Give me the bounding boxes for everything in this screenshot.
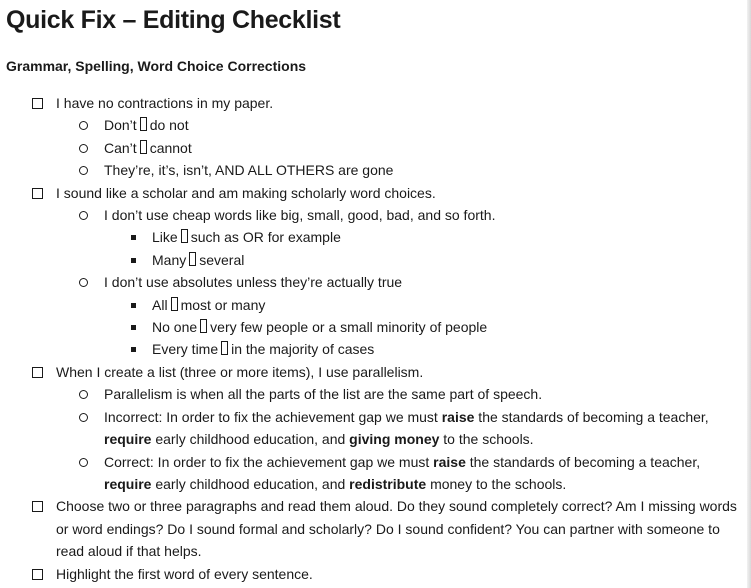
checklist-subsubitem	[0, 316, 740, 338]
checklist-item	[0, 182, 740, 204]
square-bullet-icon	[131, 235, 136, 240]
checklist-item	[0, 495, 740, 562]
text-segment: early childhood education, and	[151, 475, 350, 492]
item-text	[0, 338, 740, 360]
checklist-subitem	[0, 159, 740, 181]
checklist-subitem	[0, 383, 740, 405]
bullet-marker	[30, 495, 44, 517]
item-text	[0, 249, 740, 271]
bullet-marker	[126, 338, 140, 360]
missing-arrow-glyph-icon	[221, 341, 228, 355]
text-segment: I don’t use cheap words like big, small, good, bad, and so forth.	[104, 207, 496, 224]
page-edge	[747, 0, 751, 588]
item-text	[0, 451, 740, 496]
missing-arrow-glyph-icon	[189, 252, 196, 266]
checkbox-icon	[32, 501, 43, 512]
text-segment: such as OR for example	[190, 229, 341, 246]
item-text	[0, 383, 740, 405]
bullet-marker	[30, 563, 44, 585]
item-text	[0, 137, 740, 159]
bullet-marker	[126, 316, 140, 338]
circle-bullet-icon	[79, 166, 88, 175]
checklist-item	[0, 92, 740, 114]
text-segment: When I create a list (three or more items), I use parallelism.	[56, 363, 424, 380]
text-segment: Don’t	[104, 117, 137, 134]
missing-arrow-glyph-icon	[200, 319, 207, 333]
circle-bullet-icon	[79, 211, 88, 220]
bullet-marker	[76, 406, 90, 428]
checklist-subitem	[0, 204, 740, 226]
square-bullet-icon	[131, 303, 136, 308]
checklist-item	[0, 361, 740, 383]
bold-text: redistribute	[349, 475, 427, 492]
item-text	[0, 226, 740, 248]
editing-checklist	[0, 92, 740, 585]
square-bullet-icon	[131, 258, 136, 263]
bullet-marker	[76, 271, 90, 293]
text-segment: in the majority of cases	[231, 341, 375, 358]
checkbox-icon	[32, 188, 43, 199]
checkbox-icon	[32, 569, 43, 580]
text-segment: do not	[149, 117, 189, 134]
missing-arrow-glyph-icon	[181, 229, 188, 243]
item-text	[0, 495, 740, 562]
bullet-marker	[76, 114, 90, 136]
item-text	[0, 204, 740, 226]
square-bullet-icon	[131, 347, 136, 352]
checklist-subitem	[0, 137, 740, 159]
text-segment: Every time	[152, 341, 219, 358]
missing-arrow-glyph-icon	[171, 297, 178, 311]
text-segment: Incorrect: In order to fix the achievement gap we must	[104, 408, 442, 425]
circle-bullet-icon	[79, 121, 88, 130]
text-segment: No one	[152, 319, 198, 336]
circle-bullet-icon	[79, 278, 88, 287]
item-text	[0, 316, 740, 338]
bold-text: require	[104, 431, 152, 448]
item-text	[0, 294, 740, 316]
text-segment: All	[152, 296, 168, 313]
missing-arrow-glyph-icon	[140, 140, 147, 154]
bullet-marker	[76, 204, 90, 226]
checkbox-icon	[32, 367, 43, 378]
text-segment: several	[199, 251, 245, 268]
text-segment: I don’t use absolutes unless they’re actually true	[104, 274, 403, 291]
text-segment: to the schools.	[439, 431, 534, 448]
checklist-subitem	[0, 406, 740, 451]
text-segment: I have no contractions in my paper.	[56, 95, 274, 111]
circle-bullet-icon	[79, 413, 88, 422]
section-heading: Grammar, Spelling, Word Choice Corrections	[6, 58, 307, 74]
checklist-subsubitem	[0, 294, 740, 316]
checklist-item	[0, 563, 740, 585]
item-text	[0, 114, 740, 136]
checklist-subitem	[0, 271, 740, 293]
text-segment: Choose two or three paragraphs and read them aloud. Do they sound completely correct? Am I missing words or word endings? Do I sound formal and scholarly? Do I sound confident? You can partner with someone to read aloud if that helps.	[56, 498, 737, 560]
text-segment: very few people or a small minority of people	[210, 319, 488, 336]
text-segment: money to the schools.	[426, 475, 567, 492]
bullet-marker	[76, 159, 90, 181]
item-text	[0, 563, 740, 585]
bullet-marker	[76, 451, 90, 473]
text-segment: Highlight the first word of every sentence.	[56, 565, 313, 582]
item-text	[0, 361, 740, 383]
bullet-marker	[30, 361, 44, 383]
checklist-subitem	[0, 451, 740, 496]
text-segment: Like	[152, 229, 178, 246]
text-segment: the standards of becoming a teacher,	[474, 408, 709, 425]
item-text	[0, 271, 740, 293]
bullet-marker	[30, 182, 44, 204]
page-title: Quick Fix – Editing Checklist	[6, 6, 341, 34]
bullet-marker	[30, 92, 44, 114]
text-segment: most or many	[180, 296, 266, 313]
text-segment: early childhood education, and	[151, 431, 350, 448]
circle-bullet-icon	[79, 390, 88, 399]
bold-text: giving money	[349, 431, 440, 448]
circle-bullet-icon	[79, 144, 88, 153]
checklist-subitem	[0, 114, 740, 136]
text-segment: I sound like a scholar and am making scholarly word choices.	[56, 184, 436, 201]
text-segment: Parallelism is when all the parts of the list are the same part of speech.	[104, 386, 543, 403]
text-segment: the standards of becoming a teacher,	[465, 453, 701, 470]
checklist-subsubitem	[0, 226, 740, 248]
bold-text: raise	[441, 408, 475, 425]
checkbox-icon	[32, 98, 43, 109]
checklist-subsubitem	[0, 249, 740, 271]
missing-arrow-glyph-icon	[140, 117, 147, 131]
bullet-marker	[126, 226, 140, 248]
item-text	[0, 406, 740, 451]
item-text	[0, 182, 740, 204]
item-text	[0, 92, 740, 114]
bullet-marker	[76, 137, 90, 159]
checklist-subsubitem	[0, 338, 740, 360]
item-text	[0, 159, 740, 181]
text-segment: Many	[152, 251, 187, 268]
text-segment: Correct: In order to fix the achievement gap we must	[104, 453, 434, 470]
text-segment: cannot	[149, 139, 192, 156]
bold-text: raise	[433, 453, 466, 470]
square-bullet-icon	[131, 325, 136, 330]
text-segment: They’re, it’s, isn’t, AND ALL OTHERS are gone	[104, 162, 394, 179]
bullet-marker	[76, 383, 90, 405]
bullet-marker	[126, 294, 140, 316]
bold-text: require	[104, 475, 152, 492]
circle-bullet-icon	[79, 458, 88, 467]
text-segment: Can’t	[104, 139, 137, 156]
bullet-marker	[126, 249, 140, 271]
